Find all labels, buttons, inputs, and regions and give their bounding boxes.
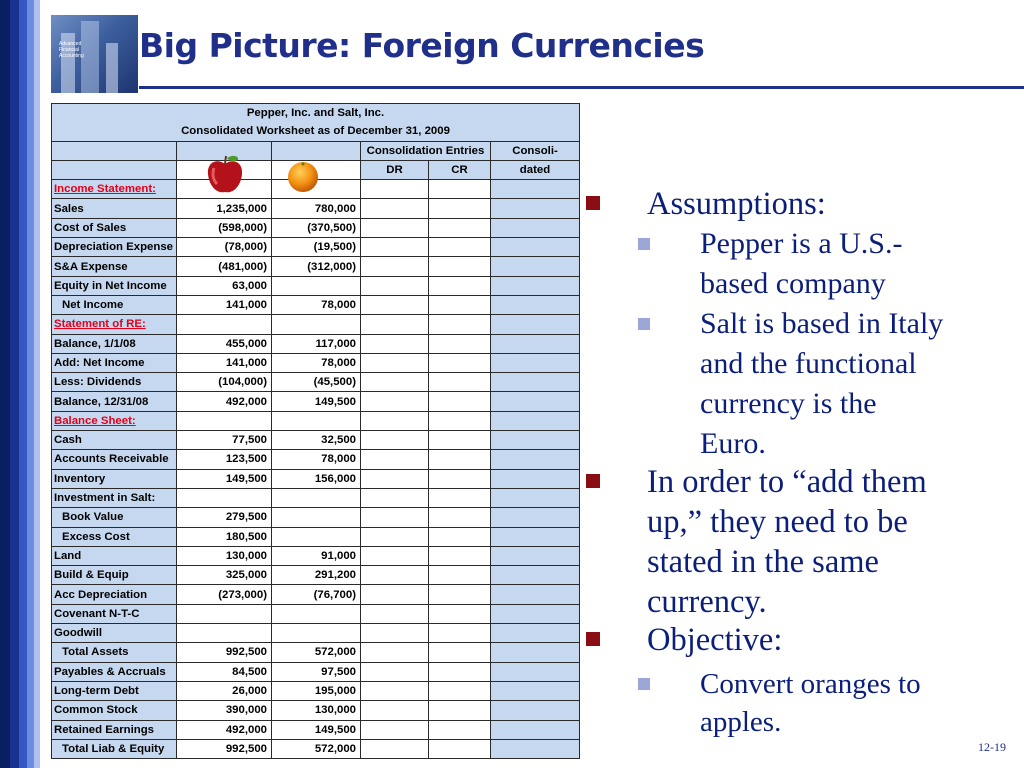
consolidated-cell [491,411,580,430]
sub-bullet-line: and the functional [700,347,917,380]
salt-value: 91,000 [272,546,361,565]
salt-value [272,315,361,334]
cr-cell [429,334,491,353]
pepper-value: 455,000 [177,334,272,353]
dr-cell [361,701,429,720]
row-label: Common Stock [52,701,177,720]
pepper-value: 130,000 [177,546,272,565]
row-label: Acc Depreciation [52,585,177,604]
row-label: Investment in Salt: [52,488,177,507]
dr-cell [361,315,429,334]
row-label: Total Assets [52,643,177,662]
sub-bullet-line: Euro. [700,427,766,460]
cr-cell [429,546,491,565]
table-row [52,681,580,700]
salt-value: 78,000 [272,295,361,314]
table-row [52,662,580,681]
dr-cell [361,739,429,758]
salt-value: 149,500 [272,720,361,739]
sub-bullet-line: currency is the [700,387,877,420]
table-row [52,585,580,604]
table-row [52,315,580,334]
cr-cell [429,431,491,450]
pepper-value: 63,000 [177,276,272,295]
side-stripe-5 [34,0,40,768]
salt-value: (312,000) [272,257,361,276]
table-row [52,546,580,565]
row-label: Goodwill [52,624,177,643]
row-label: Cash [52,431,177,450]
pepper-value: 1,235,000 [177,199,272,218]
dr-cell [361,411,429,430]
row-label: S&A Expense [52,257,177,276]
consolidated-cell [491,720,580,739]
consolidated-cell [491,373,580,392]
consolidated-cell [491,353,580,372]
row-label: Build & Equip [52,566,177,585]
salt-value: 780,000 [272,199,361,218]
salt-value [272,276,361,295]
salt-value: (19,500) [272,238,361,257]
dr-cell [361,508,429,527]
pepper-value: (78,000) [177,238,272,257]
row-label: Land [52,546,177,565]
sub-bullet-line: based company [700,267,886,300]
cr-cell [429,585,491,604]
pepper-value: 123,500 [177,450,272,469]
salt-value: 149,500 [272,392,361,411]
consolidated-cell [491,527,580,546]
sub-bullet-line: Salt is based in Italy [700,307,944,340]
salt-value: 291,200 [272,566,361,585]
pepper-value: 325,000 [177,566,272,585]
orange-icon [286,160,320,194]
consolidated-cell [491,238,580,257]
logo-text: Advanced Financial Accounting [59,41,84,59]
page-number: 12-19 [978,740,1006,754]
dr-cell [361,276,429,295]
cr-cell [429,527,491,546]
consolidated-cell [491,450,580,469]
bullet-square-icon [586,196,600,210]
dr-cell [361,238,429,257]
row-label: Less: Dividends [52,373,177,392]
dr-cell [361,218,429,237]
cr-cell [429,373,491,392]
pepper-value: 141,000 [177,295,272,314]
dr-cell [361,353,429,372]
row-label: Retained Earnings [52,720,177,739]
row-label: Total Liab & Equity [52,739,177,758]
table-row [52,566,580,585]
pepper-value: 390,000 [177,701,272,720]
pepper-value: 992,500 [177,739,272,758]
dr-cell [361,604,429,623]
dr-cell [361,488,429,507]
worksheet-title-2: Consolidated Worksheet as of December 31, 2009 [52,122,580,141]
salt-value: 130,000 [272,701,361,720]
salt-value: 78,000 [272,353,361,372]
salt-value [272,604,361,623]
pepper-value [177,488,272,507]
row-label: Sales [52,199,177,218]
pepper-value: 492,000 [177,392,272,411]
salt-value: (45,500) [272,373,361,392]
table-row [52,276,580,295]
cr-cell [429,604,491,623]
sub-bullet-line: Pepper is a U.S.- [700,227,903,260]
bullet-line: up,” they need to be [647,504,908,540]
dr-cell [361,334,429,353]
consolidated-cell [491,334,580,353]
dr-cell [361,527,429,546]
pepper-value: 141,000 [177,353,272,372]
bullet-text: Assumptions: [647,186,826,222]
pepper-value: 77,500 [177,431,272,450]
consolidated-cell [491,508,580,527]
consolidated-cell [491,681,580,700]
cr-cell [429,739,491,758]
table-row [52,411,580,430]
cr-cell [429,218,491,237]
pepper-value [177,604,272,623]
consolidated-cell [491,643,580,662]
dr-cell [361,643,429,662]
row-label: Inventory [52,469,177,488]
dr-cell [361,180,429,199]
cr-cell [429,450,491,469]
consolidated-cell [491,546,580,565]
consolidated-cell [491,701,580,720]
pepper-value [177,411,272,430]
cr-cell [429,643,491,662]
pepper-value: 84,500 [177,662,272,681]
bullet-square-icon [586,632,600,646]
salt-value [272,411,361,430]
cr-cell [429,180,491,199]
dr-cell [361,295,429,314]
table-row [52,469,580,488]
table-row [52,295,580,314]
header-cr: CR [429,160,491,179]
cr-cell [429,662,491,681]
cr-cell [429,488,491,507]
table-row [52,431,580,450]
row-label: Accounts Receivable [52,450,177,469]
salt-value [272,508,361,527]
cr-cell [429,566,491,585]
salt-value [272,527,361,546]
sub-bullet-square-icon [638,238,650,250]
bullet-line: currency. [647,584,767,620]
pepper-value: (104,000) [177,373,272,392]
pepper-value: 492,000 [177,720,272,739]
row-label: Depreciation Expense [52,238,177,257]
cr-cell [429,353,491,372]
cr-cell [429,720,491,739]
salt-value [272,488,361,507]
row-label: Balance, 12/31/08 [52,392,177,411]
table-row [52,450,580,469]
salt-value: 572,000 [272,643,361,662]
cr-cell [429,508,491,527]
book-cover-logo [51,15,138,93]
header-consolidation-entries: Consolidation Entries [361,141,491,160]
dr-cell [361,585,429,604]
row-label: Excess Cost [52,527,177,546]
salt-value: 117,000 [272,334,361,353]
pepper-value: 26,000 [177,681,272,700]
bullet-line: stated in the same [647,544,879,580]
consolidated-cell [491,662,580,681]
consolidated-cell [491,276,580,295]
salt-value: 195,000 [272,681,361,700]
salt-value: 156,000 [272,469,361,488]
dr-cell [361,450,429,469]
pepper-value [177,624,272,643]
header-blank [52,160,177,179]
row-label: Balance Sheet: [52,411,177,430]
pepper-value: 992,500 [177,643,272,662]
consolidated-cell [491,431,580,450]
consolidated-cell [491,295,580,314]
consolidated-cell [491,180,580,199]
header-blank [52,141,177,160]
cr-cell [429,624,491,643]
table-row [52,373,580,392]
header-consolidated-1: Consoli- [491,141,580,160]
bullet-line: In order to “add them [647,464,927,500]
cr-cell [429,411,491,430]
consolidated-cell [491,315,580,334]
table-row [52,720,580,739]
row-label: Equity in Net Income [52,276,177,295]
row-label: Book Value [52,508,177,527]
table-row [52,739,580,758]
salt-value: (76,700) [272,585,361,604]
consolidated-cell [491,624,580,643]
dr-cell [361,392,429,411]
header-consolidated-2: dated [491,160,580,179]
table-row [52,218,580,237]
consolidated-cell [491,392,580,411]
consolidated-cell [491,488,580,507]
row-label: Add: Net Income [52,353,177,372]
cr-cell [429,238,491,257]
dr-cell [361,373,429,392]
table-row [52,238,580,257]
table-row [52,527,580,546]
cr-cell [429,681,491,700]
consolidated-cell [491,199,580,218]
row-label: Covenant N-T-C [52,604,177,623]
dr-cell [361,257,429,276]
header-dr: DR [361,160,429,179]
salt-value: 572,000 [272,739,361,758]
table-row [52,701,580,720]
consolidated-cell [491,604,580,623]
dr-cell [361,469,429,488]
pepper-value: (273,000) [177,585,272,604]
dr-cell [361,681,429,700]
row-label: Income Statement: [52,180,177,199]
table-row [52,353,580,372]
dr-cell [361,662,429,681]
header-blank [272,141,361,160]
cr-cell [429,315,491,334]
sub-bullet-line: apples. [700,706,782,738]
dr-cell [361,431,429,450]
cr-cell [429,295,491,314]
table-row [52,604,580,623]
consolidated-cell [491,585,580,604]
apple-icon [205,154,245,196]
dr-cell [361,624,429,643]
row-label: Payables & Accruals [52,662,177,681]
cr-cell [429,276,491,295]
worksheet-title-1: Pepper, Inc. and Salt, Inc. [52,104,580,123]
salt-value: 32,500 [272,431,361,450]
title-underline [139,86,1024,89]
dr-cell [361,720,429,739]
table-row [52,624,580,643]
pepper-value: 279,500 [177,508,272,527]
salt-value: 78,000 [272,450,361,469]
table-row [52,199,580,218]
side-stripe-1 [0,0,10,768]
pepper-value [177,315,272,334]
bullet-square-icon [586,474,600,488]
side-stripe-4 [27,0,34,768]
salt-value [272,624,361,643]
pepper-value: 180,500 [177,527,272,546]
consolidated-cell [491,739,580,758]
row-label: Net Income [52,295,177,314]
side-stripe-3 [19,0,27,768]
consolidated-cell [491,218,580,237]
row-label: Balance, 1/1/08 [52,334,177,353]
pepper-value: (598,000) [177,218,272,237]
table-row [52,392,580,411]
sub-bullet-square-icon [638,678,650,690]
dr-cell [361,546,429,565]
bullet-text: Objective: [647,622,783,658]
salt-value: 97,500 [272,662,361,681]
cr-cell [429,257,491,276]
table-row [52,257,580,276]
consolidated-cell [491,257,580,276]
cr-cell [429,469,491,488]
table-row [52,488,580,507]
table-row [52,643,580,662]
table-row [52,508,580,527]
table-row [52,334,580,353]
consolidated-cell [491,469,580,488]
row-label: Statement of RE: [52,315,177,334]
cr-cell [429,392,491,411]
sub-bullet-line: Convert oranges to [700,668,921,700]
salt-value: (370,500) [272,218,361,237]
dr-cell [361,199,429,218]
side-stripe-2 [10,0,19,768]
slide-title: Big Picture: Foreign Currencies [139,26,705,65]
pepper-value: 149,500 [177,469,272,488]
cr-cell [429,199,491,218]
row-label: Cost of Sales [52,218,177,237]
dr-cell [361,566,429,585]
pepper-value: (481,000) [177,257,272,276]
consolidated-cell [491,566,580,585]
consolidated-worksheet [51,103,580,759]
row-label: Long-term Debt [52,681,177,700]
cr-cell [429,701,491,720]
sub-bullet-square-icon [638,318,650,330]
